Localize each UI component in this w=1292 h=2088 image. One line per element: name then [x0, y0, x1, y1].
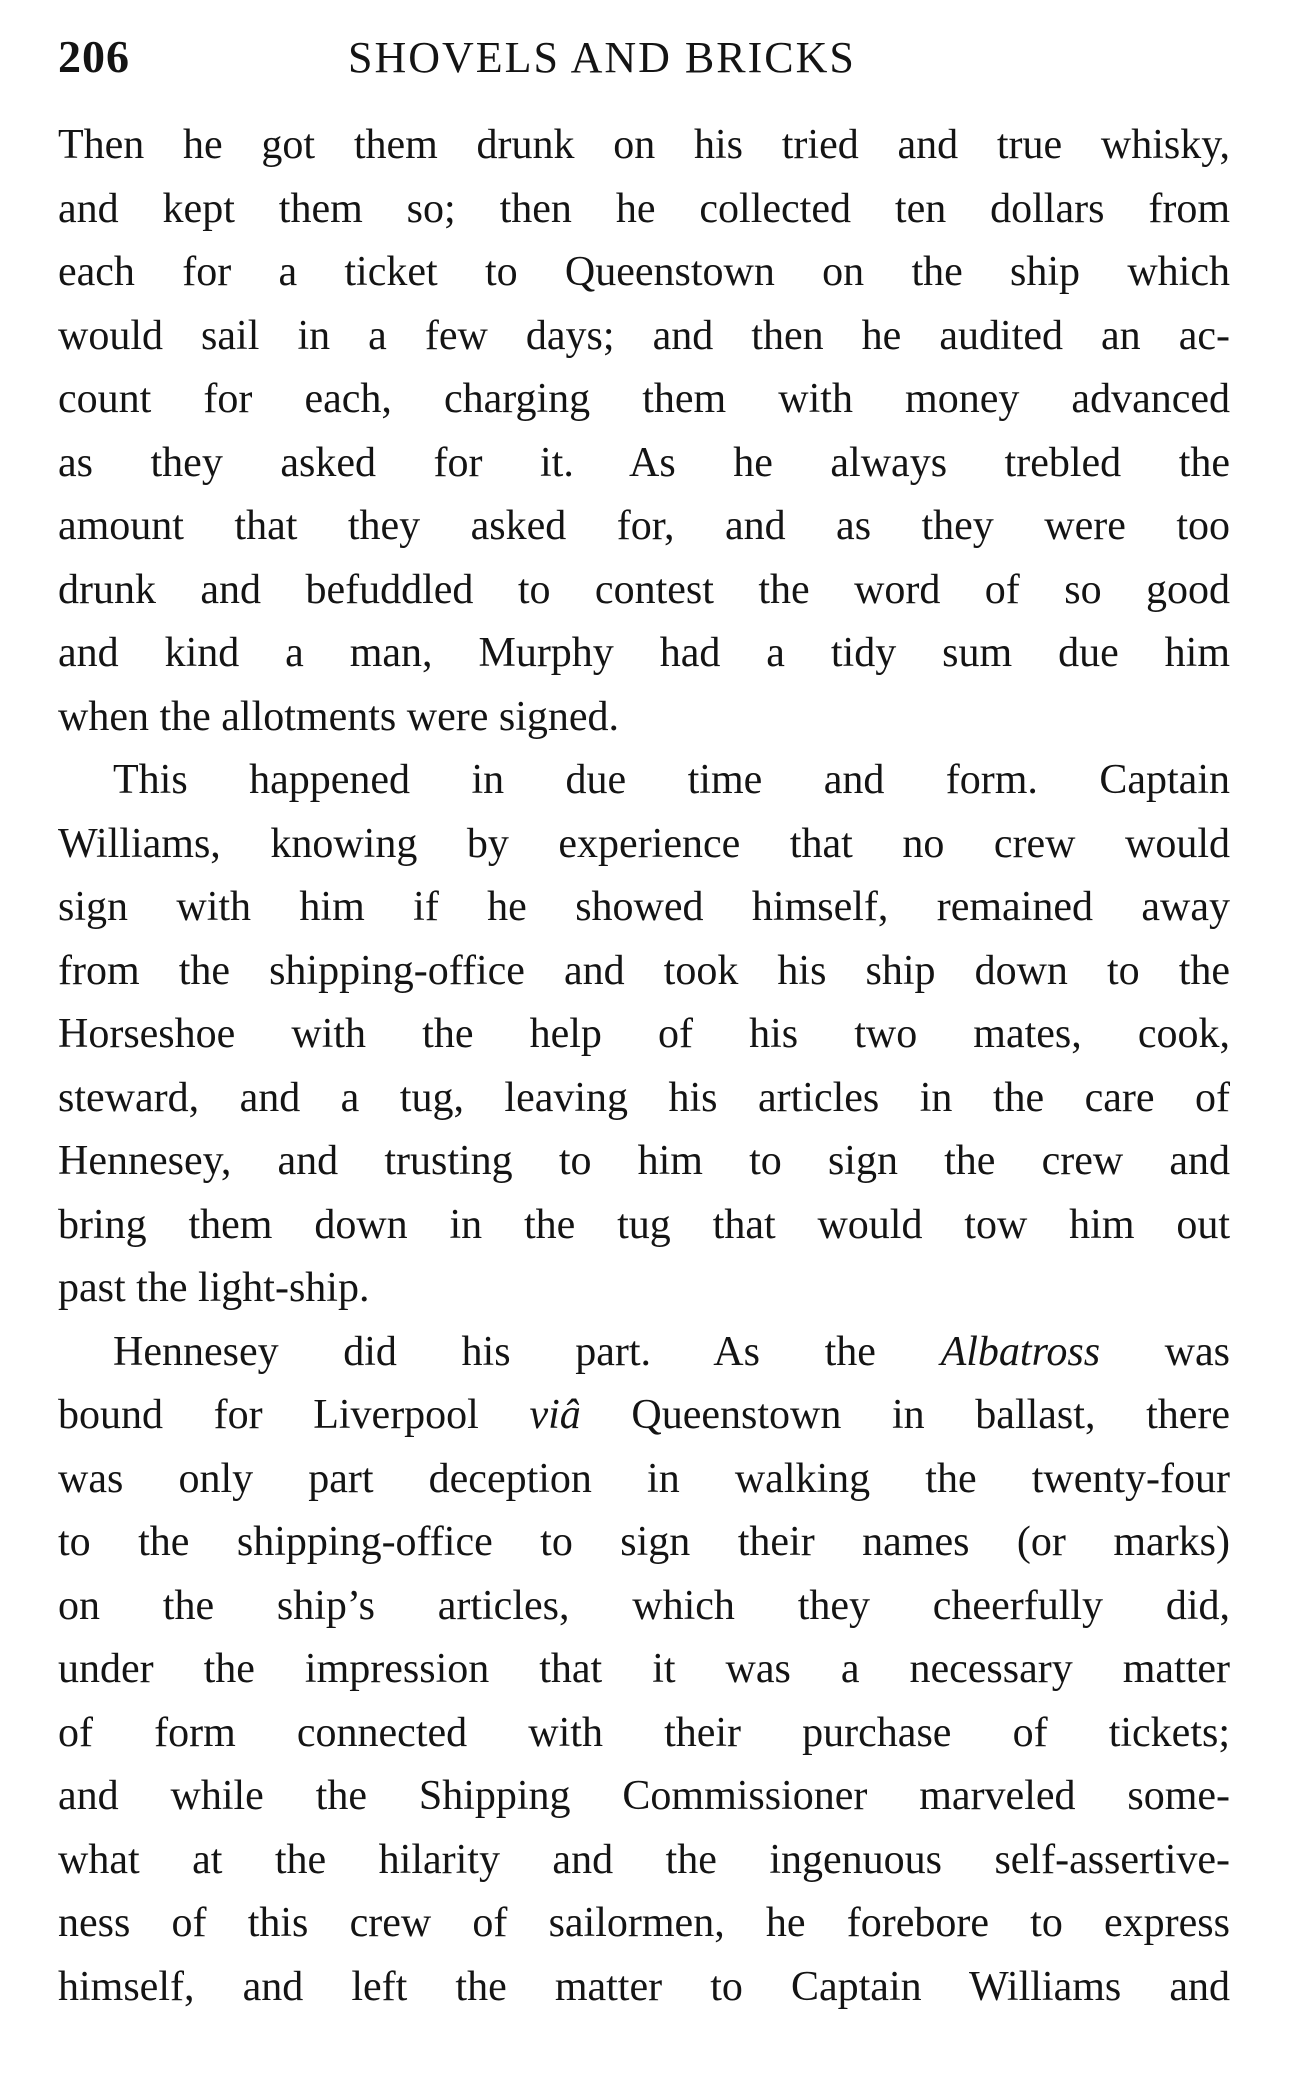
text-line: past the light-ship. [58, 1265, 370, 1311]
ship-name: Albatross [940, 1328, 1101, 1375]
text-line [58, 1321, 1230, 1385]
text-line: Hennesey, and trusting to him to sign the crew and [58, 1138, 1230, 1184]
text-line: was only part deception in walking the twenty-four [58, 1455, 1230, 1502]
text-line: count for each, charging them with money advanced [58, 376, 1230, 422]
text-line: of form connected with their purchase of tickets; [58, 1709, 1230, 1756]
text-line: when the allotments were signed. [58, 693, 620, 740]
text-line: and while the Shipping Commissioner marveled some- [58, 1773, 1230, 1819]
text-segment: bound for Liverpool [58, 1392, 530, 1438]
text-line: amount that they asked for, and as they were too [58, 503, 1230, 549]
book-page [58, 30, 1230, 2050]
text-line: and kept them so; then he collected ten dollars from [58, 185, 1230, 232]
body-text [58, 114, 1230, 2019]
text-line: what at the hilarity and the ingenuous self-assertive- [58, 1836, 1230, 1883]
text-line: himself, and left the matter to Captain Williams and [58, 1963, 1230, 2010]
text-line: would sail in a few days; and then he audited an ac- [58, 312, 1230, 359]
running-title: SHOVELS AND BRICKS [348, 33, 856, 82]
paragraph-3 [58, 1321, 1230, 2020]
text-line: Then he got them drunk on his tried and true whisky, [58, 122, 1230, 168]
text-line: and kind a man, Murphy had a tidy sum due him [58, 630, 1230, 676]
text-segment: Hennesey did his part. As the [113, 1328, 941, 1375]
text-segment: Queenstown in ballast, there [580, 1392, 1231, 1438]
text-line: steward, and a tug, leaving his articles in the care of [58, 1074, 1230, 1121]
text-line: as they asked for it. As he always trebled the [58, 439, 1230, 486]
text-line: drunk and befuddled to contest the word of so good [58, 566, 1230, 613]
page-number: 206 [58, 31, 130, 82]
running-head [58, 30, 1230, 94]
text-line: from the shipping-office and took his ship down to the [58, 947, 1230, 994]
text-line: to the shipping-office to sign their names (or marks) [58, 1519, 1230, 1565]
paragraph-1 [58, 114, 1230, 749]
text-line: Horseshoe with the help of his two mates, cook, [58, 1011, 1230, 1057]
text-line: ness of this crew of sailormen, he forebore to express [58, 1900, 1230, 1946]
text-line: sign with him if he showed himself, remained away [58, 884, 1230, 930]
via-word: viâ [529, 1392, 581, 1438]
text-line: under the impression that it was a necessary matter [58, 1646, 1230, 1692]
text-line: This happened in due time and form. Captain [113, 757, 1230, 803]
text-line: Williams, knowing by experience that no crew would [58, 820, 1230, 867]
text-line: each for a ticket to Queenstown on the ship which [58, 249, 1230, 295]
text-line [58, 1384, 1230, 1448]
paragraph-2 [58, 749, 1230, 1321]
text-segment: was [1100, 1328, 1231, 1375]
text-line: bring them down in the tug that would tow him out [58, 1201, 1230, 1248]
text-line: on the ship’s articles, which they cheerfully did, [58, 1582, 1230, 1629]
